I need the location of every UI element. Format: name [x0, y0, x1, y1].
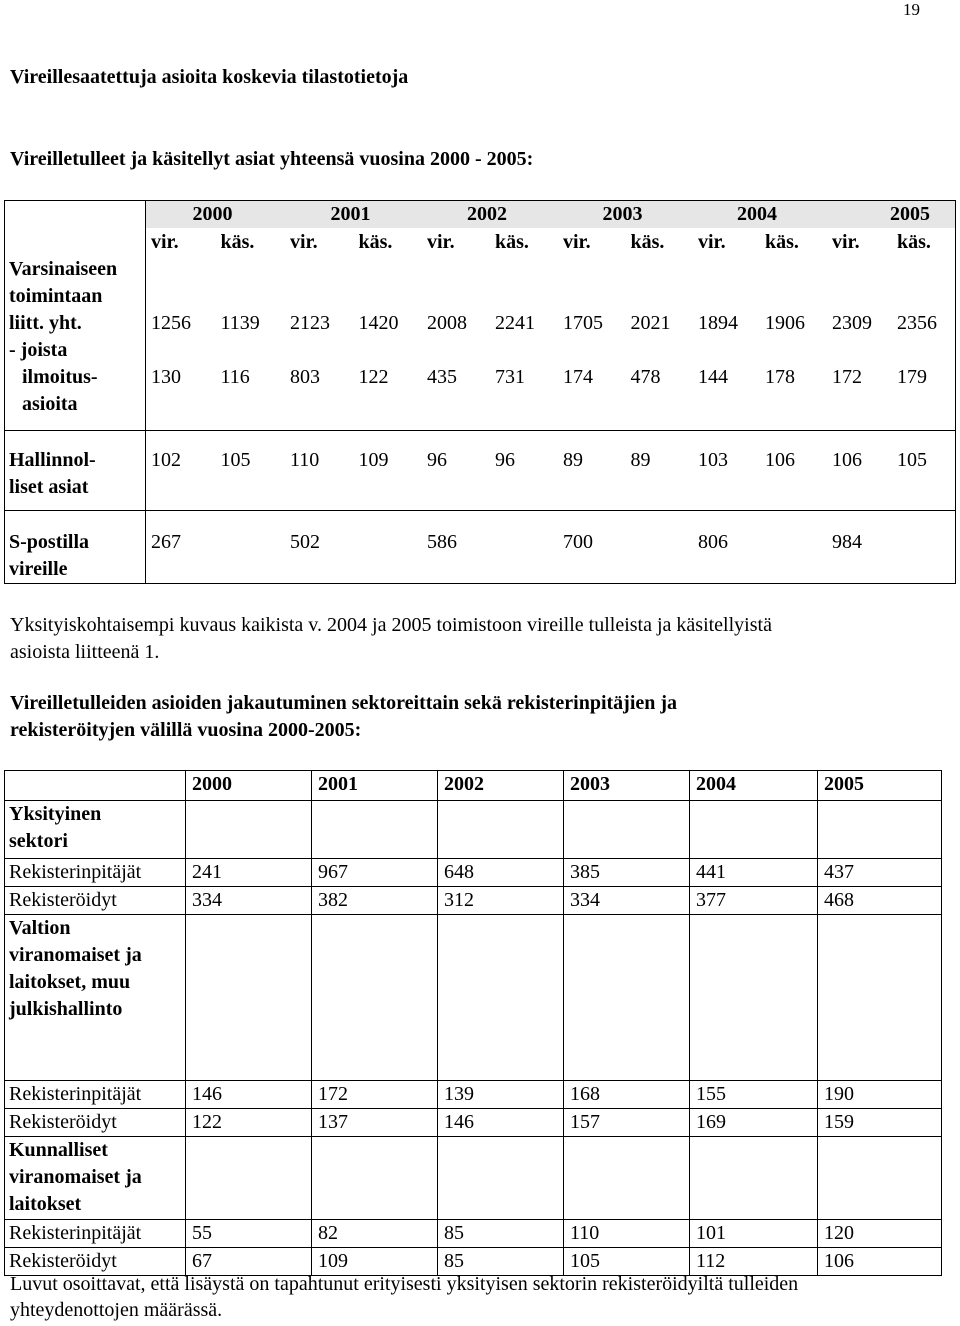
value-cell: 1420	[358, 312, 399, 334]
table-rule	[437, 770, 438, 1275]
row-label: liitt. yht.	[9, 312, 82, 334]
value-cell: 312	[444, 889, 474, 911]
value-cell: 385	[570, 861, 600, 883]
row-label: Hallinnol-	[9, 449, 96, 471]
value-cell: 967	[318, 861, 348, 883]
paragraph-line: asioista liitteenä 1.	[10, 641, 160, 663]
value-cell: 102	[151, 449, 181, 471]
value-cell: 85	[444, 1250, 464, 1272]
year-header: 2003	[602, 203, 643, 225]
value-cell: 382	[318, 889, 348, 911]
value-cell: 168	[570, 1083, 600, 1105]
table-rule	[563, 770, 564, 1275]
value-cell: 178	[765, 366, 795, 388]
value-cell: 2309	[832, 312, 872, 334]
value-cell: 157	[570, 1111, 600, 1133]
value-cell: 122	[192, 1111, 222, 1133]
year-header: 2001	[330, 203, 371, 225]
section-heading-sectors: Vireilletulleiden asioiden jakautuminen sektoreittain sekä rekisterinpitäjien ja	[10, 692, 678, 714]
table-rule	[4, 800, 942, 801]
table-rule	[4, 886, 942, 887]
value-cell: 586	[427, 531, 457, 553]
value-cell: 96	[427, 449, 447, 471]
value-cell: 109	[318, 1250, 348, 1272]
value-cell: 1139	[220, 312, 260, 334]
value-cell: 105	[220, 449, 251, 471]
section-title: Yksityinen	[9, 803, 102, 825]
header-shade	[145, 200, 956, 228]
value-cell: 101	[696, 1222, 726, 1244]
value-cell: 377	[696, 889, 726, 911]
row-label: Rekisterinpitäjät	[9, 1222, 142, 1244]
table-rule	[4, 200, 5, 583]
value-cell: 334	[570, 889, 600, 911]
value-cell: 120	[824, 1222, 854, 1244]
row-label: liset asiat	[9, 476, 89, 498]
year-header: 2004	[737, 203, 777, 225]
section-title: laitokset	[9, 1193, 82, 1215]
table-rule	[689, 770, 690, 1275]
value-cell: 984	[832, 531, 862, 553]
sub-header: käs.	[897, 231, 931, 253]
section-title: viranomaiset ja	[9, 1166, 142, 1188]
section-title: sektori	[9, 830, 68, 852]
value-cell: 146	[444, 1111, 474, 1133]
table-rule	[941, 770, 942, 1275]
value-cell: 803	[290, 366, 320, 388]
row-label: Rekisterinpitäjät	[9, 861, 142, 883]
row-label: Rekisteröidyt	[9, 1250, 117, 1272]
value-cell: 105	[897, 449, 927, 471]
table-rule	[955, 200, 956, 583]
row-label: ilmoitus-	[22, 366, 98, 388]
row-label: - joista	[9, 339, 68, 361]
value-cell: 2123	[290, 312, 330, 334]
sub-header: vir.	[151, 231, 179, 253]
value-cell: 146	[192, 1083, 222, 1105]
value-cell: 267	[151, 531, 181, 553]
section-title: laitokset, muu	[9, 971, 131, 993]
section-title: Kunnalliset	[9, 1139, 108, 1161]
sub-header: käs.	[495, 231, 529, 253]
value-cell: 334	[192, 889, 222, 911]
value-cell: 468	[824, 889, 854, 911]
table-rule	[4, 770, 942, 771]
value-cell: 1894	[698, 312, 738, 334]
section-heading-totals: Vireilletulleet ja käsitellyt asiat yhteensä vuosina 2000 - 2005:	[10, 148, 534, 170]
value-cell: 172	[832, 366, 862, 388]
sector-table	[4, 770, 942, 1271]
value-cell: 179	[897, 366, 927, 388]
value-cell: 144	[698, 366, 728, 388]
value-cell: 109	[358, 449, 389, 471]
value-cell: 190	[824, 1083, 854, 1105]
value-cell: 174	[563, 366, 593, 388]
sub-header: käs.	[765, 231, 799, 253]
year-header: 2001	[318, 773, 358, 795]
value-cell: 116	[220, 366, 250, 388]
value-cell: 55	[192, 1222, 212, 1244]
value-cell: 139	[444, 1083, 474, 1105]
table-rule	[145, 200, 146, 583]
value-cell: 2021	[630, 312, 671, 334]
value-cell: 82	[318, 1222, 338, 1244]
row-label: toimintaan	[9, 285, 103, 307]
value-cell: 700	[563, 531, 593, 553]
row-label: Rekisteröidyt	[9, 1111, 117, 1133]
table-rule	[4, 858, 942, 859]
value-cell: 435	[427, 366, 457, 388]
value-cell: 85	[444, 1222, 464, 1244]
value-cell: 155	[696, 1083, 726, 1105]
year-header: 2000	[192, 773, 232, 795]
value-cell: 96	[495, 449, 515, 471]
page-title: Vireillesaatettuja asioita koskevia tilastotietoja	[10, 66, 409, 88]
value-cell: 103	[698, 449, 728, 471]
value-cell: 441	[696, 861, 726, 883]
value-cell: 122	[358, 366, 389, 388]
table-rule	[4, 1247, 942, 1248]
table-rule	[4, 1219, 942, 1220]
value-cell: 89	[563, 449, 583, 471]
value-cell: 502	[290, 531, 320, 553]
sub-header: vir.	[427, 231, 455, 253]
row-label: Rekisterinpitäjät	[9, 1083, 142, 1105]
value-cell: 105	[570, 1250, 600, 1272]
value-cell: 159	[824, 1111, 854, 1133]
value-cell: 110	[290, 449, 320, 471]
value-cell: 106	[832, 449, 862, 471]
year-header: 2002	[467, 203, 507, 225]
value-cell: 437	[824, 861, 854, 883]
section-title: Valtion	[9, 917, 71, 939]
value-cell: 1256	[151, 312, 191, 334]
value-cell: 478	[630, 366, 661, 388]
row-label: Varsinaiseen	[9, 258, 118, 280]
table-rule	[4, 770, 5, 1275]
footnote-line: yhteydenottojen määrässä.	[10, 1299, 223, 1321]
sub-header: vir.	[563, 231, 591, 253]
sub-header: vir.	[698, 231, 726, 253]
row-label: vireille	[9, 558, 68, 580]
table-rule	[4, 914, 942, 915]
value-cell: 2356	[897, 312, 937, 334]
value-cell: 648	[444, 861, 474, 883]
table-rule	[4, 510, 956, 511]
value-cell: 106	[824, 1250, 854, 1272]
row-label: S-postilla	[9, 531, 90, 553]
value-cell: 2241	[495, 312, 535, 334]
sub-header: vir.	[290, 231, 318, 253]
row-label: asioita	[22, 393, 78, 415]
table-rule	[185, 770, 186, 1275]
value-cell: 241	[192, 861, 222, 883]
value-cell: 169	[696, 1111, 726, 1133]
value-cell: 106	[765, 449, 795, 471]
paragraph-line: Yksityiskohtaisempi kuvaus kaikista v. 2004 ja 2005 toimistoon vireille tulleista ja käsitellyistä	[10, 614, 772, 636]
value-cell: 110	[570, 1222, 600, 1244]
value-cell: 137	[318, 1111, 348, 1133]
table-rule	[4, 1108, 942, 1109]
sub-header: käs.	[358, 231, 393, 253]
section-heading-sectors: rekisteröityjen välillä vuosina 2000-2005:	[10, 719, 362, 741]
table-rule	[311, 770, 312, 1275]
footnote-line: Luvut osoittavat, että lisäystä on tapahtunut erityisesti yksityisen sektorin rekisteröidyiltä tulleiden	[10, 1273, 799, 1295]
totals-table	[4, 200, 956, 583]
year-header: 2002	[444, 773, 484, 795]
sub-header: käs.	[220, 231, 255, 253]
table-rule	[4, 200, 956, 201]
value-cell: 1906	[765, 312, 805, 334]
year-header: 2003	[570, 773, 610, 795]
year-header: 2005	[890, 203, 930, 225]
value-cell: 89	[630, 449, 651, 471]
value-cell: 172	[318, 1083, 348, 1105]
year-header: 2005	[824, 773, 864, 795]
table-rule	[4, 1080, 942, 1081]
value-cell: 112	[696, 1250, 726, 1272]
value-cell: 130	[151, 366, 181, 388]
value-cell: 731	[495, 366, 525, 388]
value-cell: 67	[192, 1250, 212, 1272]
table-rule	[4, 430, 956, 431]
row-label: Rekisteröidyt	[9, 889, 117, 911]
page-number: 19	[903, 0, 920, 19]
table-rule	[817, 770, 818, 1275]
section-title: julkishallinto	[9, 998, 123, 1020]
year-header: 2004	[696, 773, 736, 795]
year-header: 2000	[192, 203, 233, 225]
section-title: viranomaiset ja	[9, 944, 142, 966]
value-cell: 1705	[563, 312, 603, 334]
value-cell: 806	[698, 531, 728, 553]
sub-header: vir.	[832, 231, 860, 253]
sub-header: käs.	[630, 231, 665, 253]
table-rule	[4, 1136, 942, 1137]
value-cell: 2008	[427, 312, 467, 334]
table-rule	[4, 583, 956, 584]
